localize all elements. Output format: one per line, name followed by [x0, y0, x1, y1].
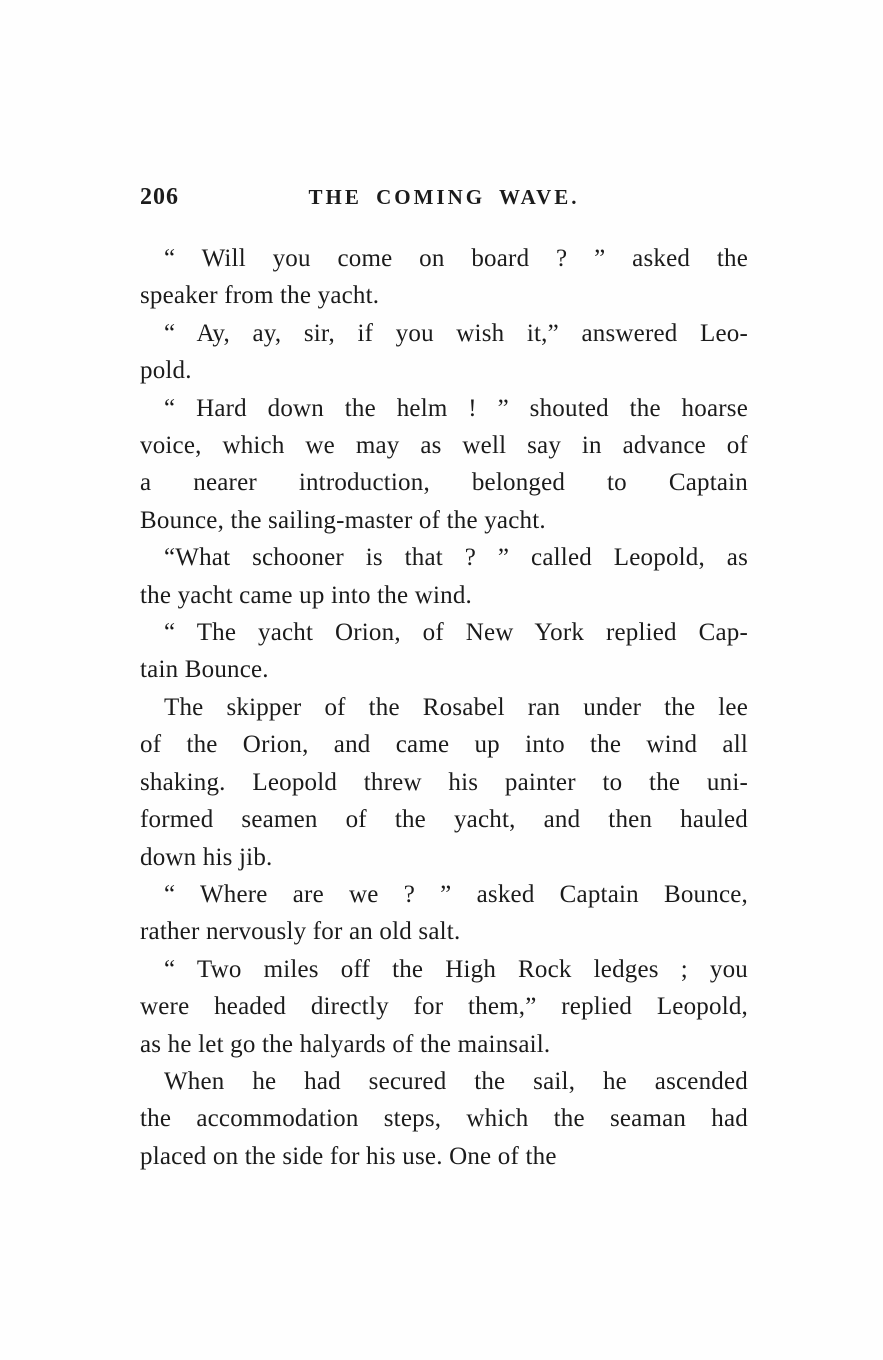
- page-header: [140, 183, 748, 213]
- text-line: a nearer introduction, belonged to Captain: [140, 469, 748, 497]
- text-line: of the Orion, and came up into the wind all: [140, 731, 748, 759]
- text-column: [140, 183, 748, 1175]
- text-line: “ Will you come on board ? ” asked the: [164, 245, 748, 272]
- text-line: the yacht came up into the wind.: [140, 581, 472, 609]
- text-line: down his jib.: [140, 843, 273, 871]
- text-line: placed on the side for his use. One of the: [140, 1142, 557, 1170]
- paragraph: [140, 390, 748, 540]
- paragraph: [140, 539, 748, 614]
- text-line: The skipper of the Rosabel ran under the lee: [164, 693, 748, 721]
- page-body: [140, 240, 748, 1175]
- paragraph: [140, 1063, 748, 1175]
- text-line: “ Where are we ? ” asked Captain Bounce,: [164, 880, 748, 908]
- text-line: “ Hard down the helm ! ” shouted the hoarse: [164, 394, 748, 422]
- text-line: as he let go the halyards of the mainsail.: [140, 1030, 551, 1058]
- text-line: shaking. Leopold threw his painter to the uni-: [140, 768, 748, 796]
- paragraph: [140, 876, 748, 951]
- page-number: 206: [140, 184, 179, 210]
- paragraph: [140, 951, 748, 1063]
- text-line: the accommodation steps, which the seaman had: [140, 1105, 748, 1133]
- running-title: THE COMING WAVE.: [308, 185, 580, 209]
- text-line: pold.: [140, 357, 192, 385]
- paragraph: [140, 614, 748, 689]
- text-line: “ The yacht Orion, of New York replied Cap-: [164, 619, 748, 647]
- text-line: speaker from the yacht.: [140, 282, 380, 310]
- text-line: tain Bounce.: [140, 656, 269, 684]
- text-line: “What schooner is that ? ” called Leopold, as: [164, 544, 748, 572]
- text-line: When he had secured the sail, he ascended: [164, 1067, 748, 1095]
- paragraph: [140, 689, 748, 876]
- text-line: were headed directly for them,” replied Leopold,: [140, 993, 748, 1021]
- text-line: formed seamen of the yacht, and then hauled: [140, 806, 748, 834]
- paragraph: [140, 315, 748, 390]
- text-line: Bounce, the sailing-master of the yacht.: [140, 506, 546, 534]
- text-line: rather nervously for an old salt.: [140, 918, 461, 946]
- text-line: voice, which we may as well say in advance of: [140, 432, 748, 460]
- paragraph: [140, 240, 748, 315]
- text-line: “ Ay, ay, sir, if you wish it,” answered Leo-: [164, 319, 748, 347]
- text-line: “ Two miles off the High Rock ledges ; you: [164, 955, 748, 983]
